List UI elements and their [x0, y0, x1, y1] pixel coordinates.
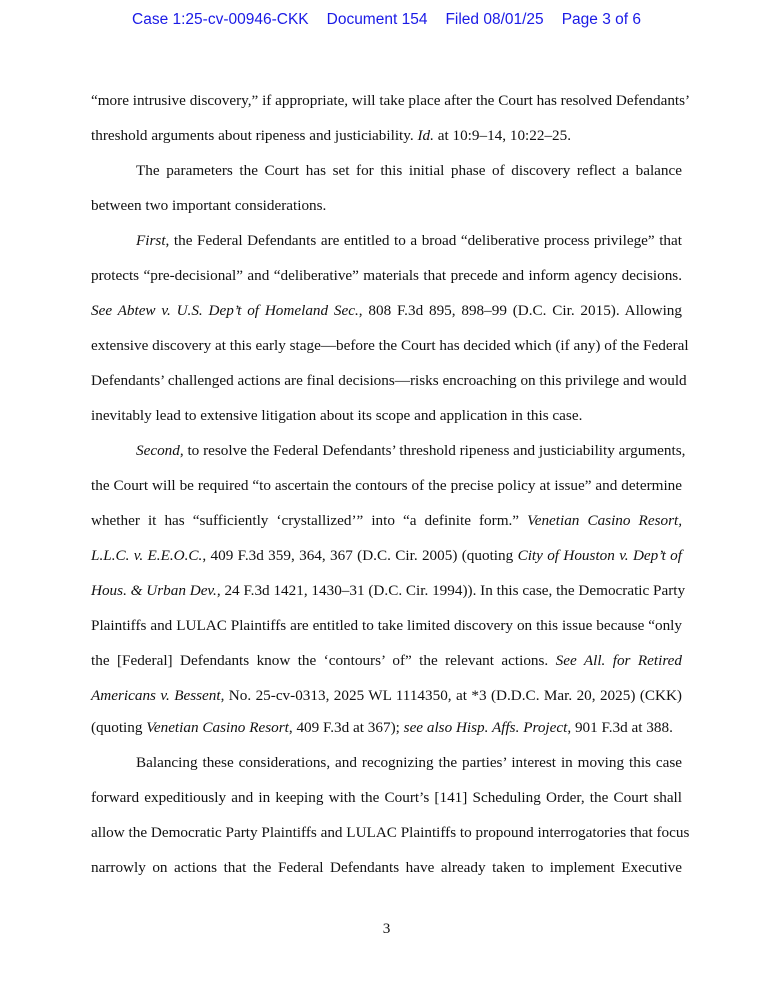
text-line: (quoting Venetian Casino Resort, 409 F.3d at 367); see also Hisp. Affs. Project, 901 F.3d at 388.: [91, 719, 673, 736]
text-line: the [Federal] Defendants know the ‘contours’ of” the relevant actions. See All. for Retired: [91, 652, 682, 669]
text-line: inevitably lead to extensive litigation about its scope and application in this case.: [91, 407, 583, 424]
filed-date: Filed 08/01/25: [445, 11, 544, 28]
text-line: between two important considerations.: [91, 197, 327, 214]
text-line: Americans v. Bessent, No. 25-cv-0313, 2025 WL 1114350, at *3 (D.D.C. Mar. 20, 2025) (CKK): [91, 687, 682, 704]
text-line: See Abtew v. U.S. Dep’t of Homeland Sec., 808 F.3d 895, 898–99 (D.C. Cir. 2015). Allowing: [91, 302, 682, 319]
text-line: Balancing these considerations, and recognizing the parties’ interest in moving this case: [136, 754, 682, 771]
text-line: extensive discovery at this early stage—before the Court has decided which (if any) of the Federal: [91, 337, 689, 354]
page-indicator: Page 3 of 6: [561, 11, 641, 28]
document-number: Document 154: [326, 11, 428, 28]
text-line: forward expeditiously and in keeping with the Court’s [141] Scheduling Order, the Court shall: [91, 789, 682, 806]
text-line: First, the Federal Defendants are entitled to a broad “deliberative process privilege” that: [136, 232, 682, 249]
text-line: protects “pre-decisional” and “deliberative” materials that precede and inform agency decisions.: [91, 267, 682, 284]
text-line: Second, to resolve the Federal Defendants’ threshold ripeness and justiciability arguments,: [136, 442, 686, 459]
case-header: [0, 11, 773, 29]
text-line: “more intrusive discovery,” if appropriate, will take place after the Court has resolved Defendants’: [91, 92, 691, 109]
text-line: whether it has “sufficiently ‘crystallized’” into “a definite form.” Venetian Casino Resort,: [91, 512, 682, 529]
page-number: 3: [382, 920, 391, 937]
text-line: The parameters the Court has set for this initial phase of discovery reflect a balance: [136, 162, 682, 179]
text-line: Plaintiffs and LULAC Plaintiffs are entitled to take limited discovery on this issue because “only: [91, 617, 682, 634]
text-line: narrowly on actions that the Federal Defendants have already taken to implement Executive: [91, 859, 682, 876]
case-number: Case 1:25-cv-00946-CKK: [132, 11, 309, 28]
text-line: Hous. & Urban Dev., 24 F.3d 1421, 1430–31 (D.C. Cir. 1994)). In this case, the Democratic Party: [91, 582, 686, 599]
text-line: Defendants’ challenged actions are final decisions—risks encroaching on this privilege and would: [91, 372, 687, 389]
text-line: allow the Democratic Party Plaintiffs and LULAC Plaintiffs to propound interrogatories that focus: [91, 824, 690, 841]
text-line: threshold arguments about ripeness and justiciability. Id. at 10:9–14, 10:22–25.: [91, 127, 572, 144]
text-line: the Court will be required “to ascertain the contours of the precise policy at issue” and determine: [91, 477, 682, 494]
text-line: L.L.C. v. E.E.O.C., 409 F.3d 359, 364, 367 (D.C. Cir. 2005) (quoting City of Houston v. Dep’t of: [91, 547, 683, 564]
